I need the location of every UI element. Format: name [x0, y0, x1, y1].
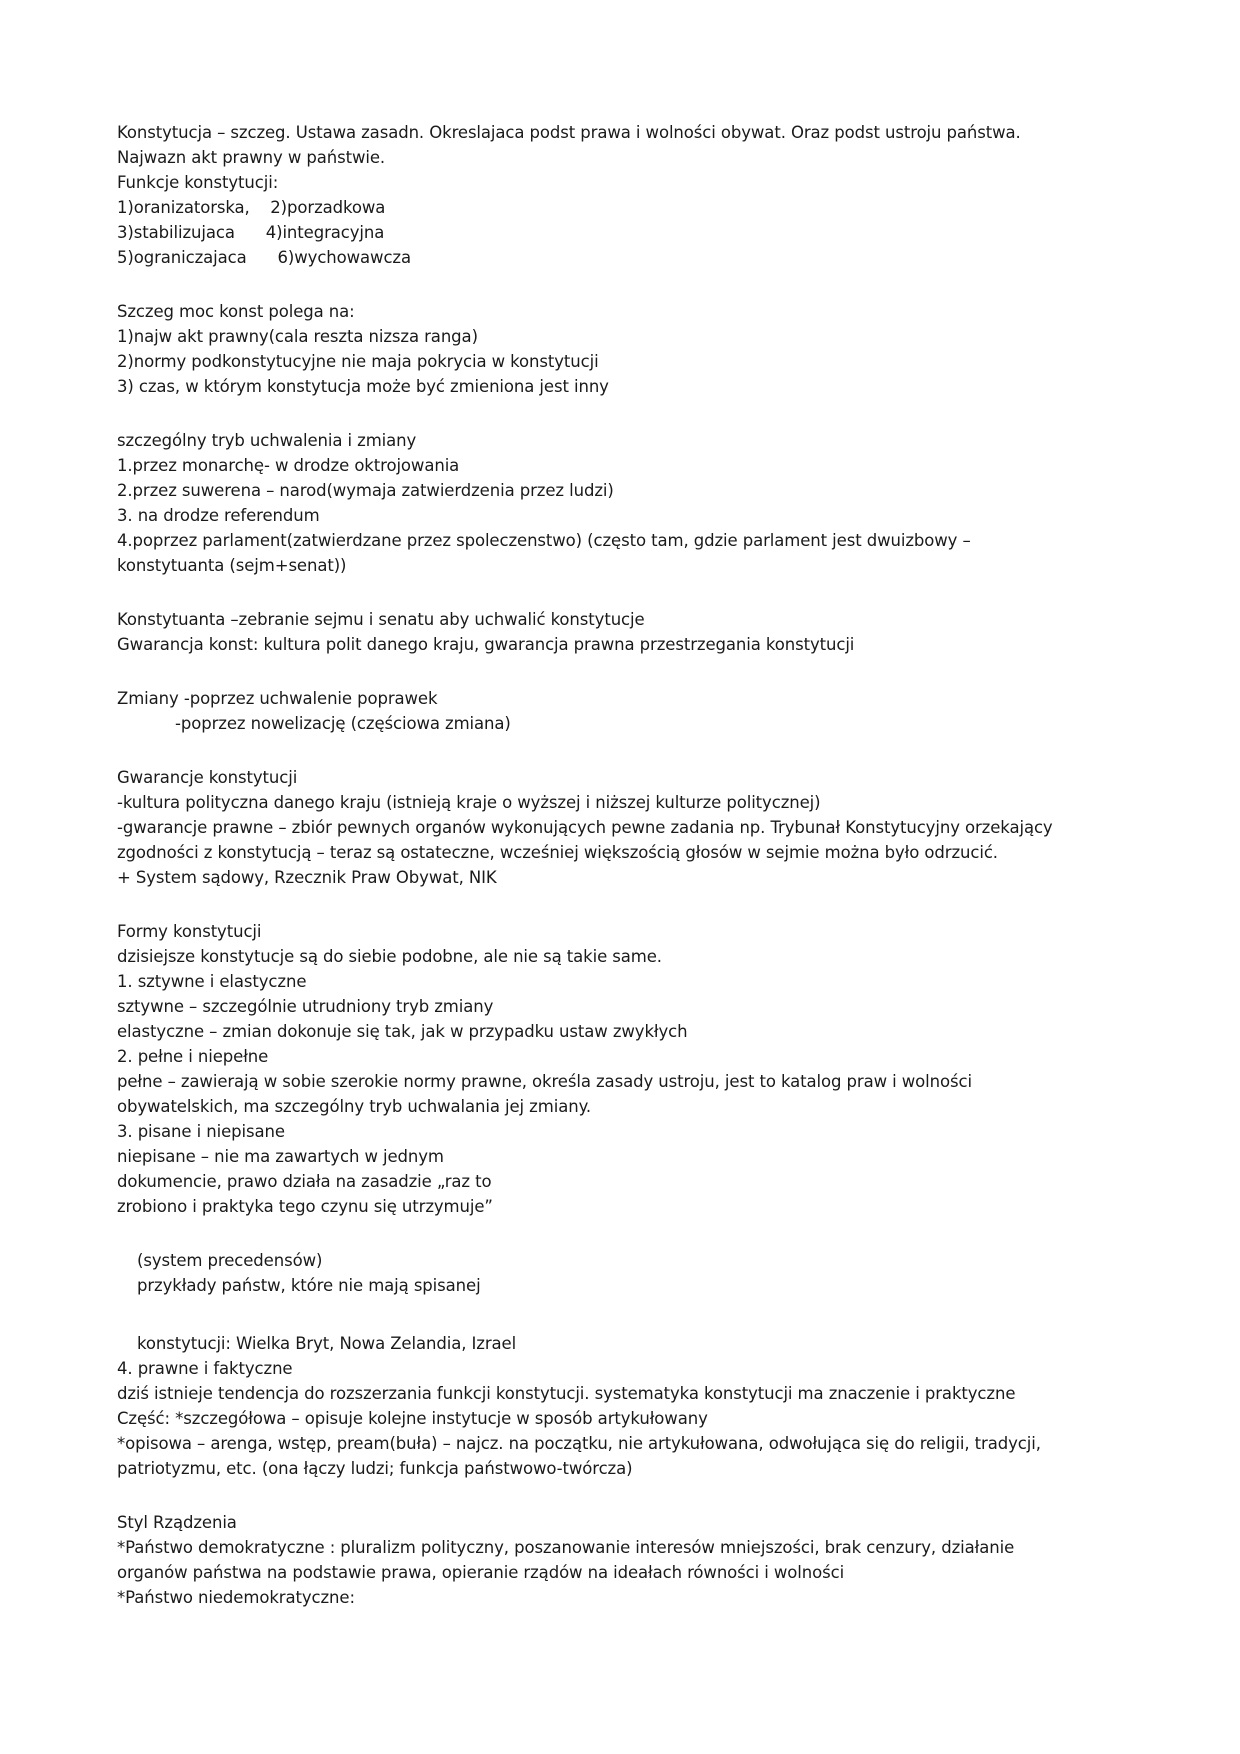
- text-line: Gwarancja konst: kultura polit danego kraju, gwarancja prawna przestrzegania konstytucji: [117, 635, 855, 654]
- text-line: -gwarancje prawne – zbiór pewnych organów wykonujących pewne zadania np. Trybunał Konstytucyjny orzekający: [117, 818, 1053, 837]
- text-line: Styl Rządzenia: [117, 1513, 237, 1532]
- text-line: (system precedensów): [137, 1251, 323, 1270]
- document-body: [117, 120, 1127, 1610]
- text-line: 3)stabilizujaca 4)integracyjna: [117, 223, 385, 242]
- text-line: *Państwo niedemokratyczne:: [117, 1588, 355, 1607]
- text-line: Część: *szczegółowa – opisuje kolejne instytucje w sposób artykułowany: [117, 1409, 708, 1428]
- paragraph-gap: [117, 270, 1127, 299]
- text-line: 1)oranizatorska, 2)porzadkowa: [117, 198, 386, 217]
- text-line: 1. sztywne i elastyczne: [117, 972, 307, 991]
- text-line: sztywne – szczególnie utrudniony tryb zmiany: [117, 997, 494, 1016]
- text-line: Funkcje konstytucji:: [117, 173, 279, 192]
- text-line: 1)najw akt prawny(cala reszta nizsza ranga): [117, 327, 478, 346]
- text-line: obywatelskich, ma szczególny tryb uchwalania jej zmiany.: [117, 1097, 592, 1116]
- paragraph-gap: [117, 736, 1127, 765]
- text-line: 4.poprzez parlament(zatwierdzane przez spoleczenstwo) (często tam, gdzie parlament jest dwuizbowy –: [117, 531, 971, 550]
- text-line: zrobiono i praktyka tego czynu się utrzymuje”: [117, 1197, 493, 1216]
- paragraph-gap: [117, 890, 1127, 919]
- text-line: 3. pisane i niepisane: [117, 1122, 285, 1141]
- paragraph-gap: [117, 1298, 1127, 1331]
- text-line: *opisowa – arenga, wstęp, pream(buła) – najcz. na początku, nie artykułowana, odwołująca się do religii, tradycji,: [117, 1434, 1041, 1453]
- text-line: -poprzez nowelizację (częściowa zmiana): [175, 714, 511, 733]
- paragraph-gap: [117, 578, 1127, 607]
- text-line: Konstytucja – szczeg. Ustawa zasadn. Okreslajaca podst prawa i wolności obywat. Oraz podst ustroju państwa.: [117, 123, 1021, 142]
- text-line: pełne – zawierają w sobie szerokie normy prawne, określa zasady ustroju, jest to katalog praw i wolności: [117, 1072, 972, 1091]
- text-line: dziś istnieje tendencja do rozszerzania funkcji konstytucji. systematyka konstytucji ma znaczenie i praktyczne: [117, 1384, 1016, 1403]
- text-line: niepisane – nie ma zawartych w jednym: [117, 1147, 444, 1166]
- paragraph-gap: [117, 399, 1127, 428]
- text-line: elastyczne – zmian dokonuje się tak, jak w przypadku ustaw zwykłych: [117, 1022, 688, 1041]
- text-line: + System sądowy, Rzecznik Praw Obywat, NIK: [117, 868, 497, 887]
- paragraph-gap: [117, 657, 1127, 686]
- text-line: szczególny tryb uchwalenia i zmiany: [117, 431, 417, 450]
- text-line: 3. na drodze referendum: [117, 506, 320, 525]
- text-line: 2.przez suwerena – narod(wymaja zatwierdzenia przez ludzi): [117, 481, 614, 500]
- text-line: Najwazn akt prawny w państwie.: [117, 148, 386, 167]
- text-line: Gwarancje konstytucji: [117, 768, 298, 787]
- text-line: 1.przez monarchę- w drodze oktrojowania: [117, 456, 460, 475]
- text-line: 2. pełne i niepełne: [117, 1047, 269, 1066]
- text-line: dokumencie, prawo działa na zasadzie „raz to: [117, 1172, 492, 1191]
- text-line: Formy konstytucji: [117, 922, 262, 941]
- text-line: patriotyzmu, etc. (ona łączy ludzi; funkcja państwowo-twórcza): [117, 1459, 633, 1478]
- text-line: *Państwo demokratyczne : pluralizm polityczny, poszanowanie interesów mniejszości, brak cenzury, działanie: [117, 1538, 1015, 1557]
- text-line: konstytuanta (sejm+senat)): [117, 556, 347, 575]
- text-line: 2)normy podkonstytucyjne nie maja pokrycia w konstytucji: [117, 352, 599, 371]
- text-line: 4. prawne i faktyczne: [117, 1359, 293, 1378]
- text-line: Konstytuanta –zebranie sejmu i senatu aby uchwalić konstytucje: [117, 610, 645, 629]
- text-line: zgodności z konstytucją – teraz są ostateczne, wcześniej większością głosów w sejmie można było odrzucić.: [117, 843, 998, 862]
- text-line: Szczeg moc konst polega na:: [117, 302, 355, 321]
- text-line: organów państwa na podstawie prawa, opieranie rządów na ideałach równości i wolności: [117, 1563, 845, 1582]
- text-line: przykłady państw, które nie mają spisanej: [137, 1276, 481, 1295]
- text-line: 5)ograniczajaca 6)wychowawcza: [117, 248, 411, 267]
- paragraph-gap: [117, 1481, 1127, 1510]
- paragraph-gap: [117, 1219, 1127, 1248]
- text-line: -kultura polityczna danego kraju (istnieją kraje o wyższej i niższej kulturze politycznej): [117, 793, 821, 812]
- text-line: dzisiejsze konstytucje są do siebie podobne, ale nie są takie same.: [117, 947, 662, 966]
- text-line: Zmiany -poprzez uchwalenie poprawek: [117, 689, 438, 708]
- text-line: 3) czas, w którym konstytucja może być zmieniona jest inny: [117, 377, 609, 396]
- text-line: konstytucji: Wielka Bryt, Nowa Zelandia, Izrael: [137, 1334, 517, 1353]
